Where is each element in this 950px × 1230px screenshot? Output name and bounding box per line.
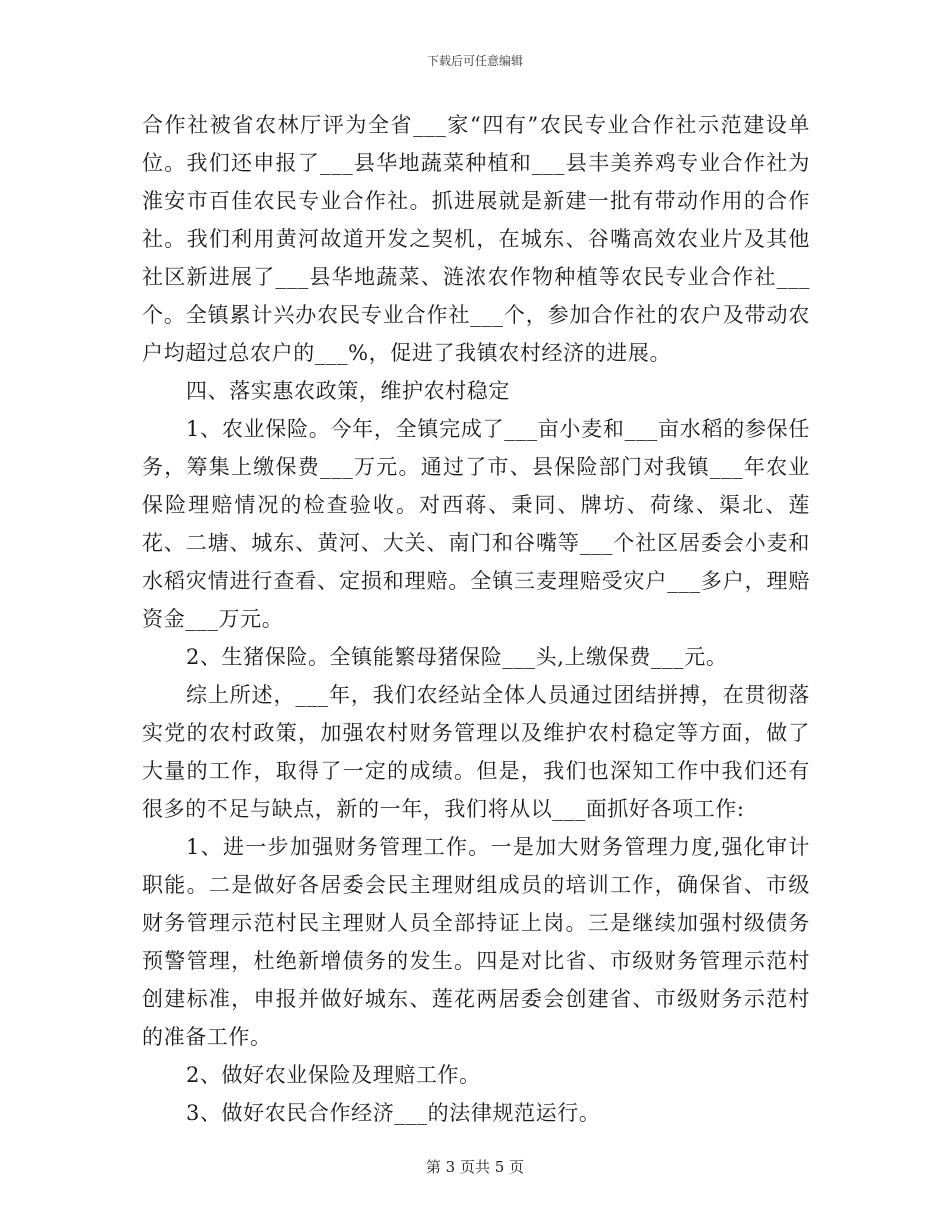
section-heading-policy: 四、落实惠农政策，维护农村稳定	[186, 379, 510, 403]
page-header-note: 下载后可任意编辑	[426, 54, 523, 68]
paragraph-insurance-plan: 2、做好农业保险及理赔工作。	[186, 1063, 481, 1087]
paragraph-cooperative-plan: 3、做好农民合作经济___的法律规范运行。	[186, 1101, 601, 1125]
paragraph-pig-insurance: 2、生猪保险。全镇能繁母猪保险___头,上缴保费___元。	[186, 645, 728, 669]
paragraph-summary: 综上所述，___年，我们农经站全体人员通过团结拼搏，在贯彻落实党的农村政策，加强农村财务管理以及维护农村稳定等方面，做了大量的工作，取得了一定的成绩。但是，我们也深知工作中我们还有很多的不足与缺点，新的一年，我们将从以___面抓好各项工作:	[142, 683, 810, 821]
paragraph-cooperatives: 合作社被省农林厅评为全省___家“四有”农民专业合作社示范建设单位。我们还申报了___县华地蔬菜种植和___县丰美养鸡专业合作社为淮安市百佳农民专业合作社。抓进展就是新建一批有带动作用的合作社。我们利用黄河故道开发之契机，在城东、谷嘴高效农业片及其他社区新进展了___县华地蔬菜、涟浓农作物种植等农民专业合作社___个。全镇累计兴办农民专业合作社___个，参加合作社的农户及带动农户均超过总农户的___%，促进了我镇农村经济的进展。	[142, 113, 810, 365]
paragraph-agri-insurance: 1、农业保险。今年，全镇完成了___亩小麦和___亩水稻的参保任务，筹集上缴保费___万元。通过了市、县保险部门对我镇___年农业保险理赔情况的检查验收。对西蒋、秉同、牌坊、荷缘、渠北、莲花、二塘、城东、黄河、大关、南门和谷嘴等___个社区居委会小麦和水稻灾情进行查看、定损和理赔。全镇三麦理赔受灾户___多户，理赔资金___万元。	[142, 417, 810, 631]
page-number: 第 3 页共 5 页	[425, 1158, 525, 1176]
paragraph-finance-plan: 1、进一步加强财务管理工作。一是加大财务管理力度,强化审计职能。二是做好各居委会民主理财组成员的培训工作，确保省、市级财务管理示范村民主理财人员全部持证上岗。三是继续加强村级债务预警管理，杜绝新增债务的发生。四是对比省、市级财务管理示范村创建标准，申报并做好城东、莲花两居委会创建省、市级财务示范村的准备工作。	[142, 835, 810, 1049]
document-body	[142, 106, 810, 1132]
